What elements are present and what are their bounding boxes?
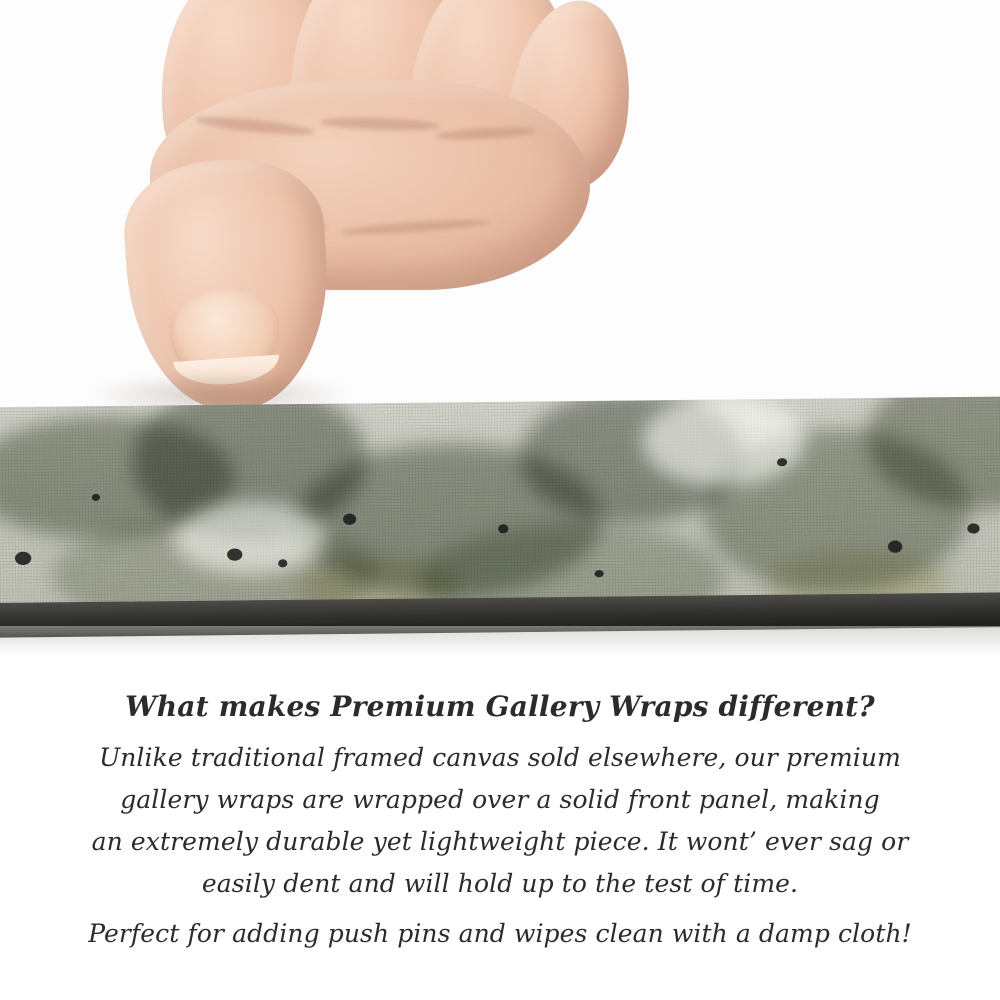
canvas-speck: [227, 548, 242, 560]
canvas-speck: [967, 523, 979, 533]
caption-closing-line: Perfect for adding push pins and wipes clean with a damp cloth!: [88, 919, 912, 948]
canvas-speck: [888, 540, 902, 552]
canvas-speck: [15, 552, 31, 565]
canvas-edge-fade: [0, 626, 1000, 656]
caption-line: easily dent and will hold up to the test of time.: [201, 869, 799, 898]
caption-line: gallery wraps are wrapped over a solid front panel, making: [120, 785, 880, 814]
caption-line: an extremely durable yet lightweight piece. It wont’ ever sag or: [91, 827, 909, 856]
hand-illustration: [120, 0, 580, 430]
canvas-edge-strip: [0, 397, 1000, 624]
canvas-speck: [777, 458, 787, 466]
canvas-speck: [343, 514, 356, 525]
canvas-speck: [92, 494, 100, 501]
canvas-speck: [594, 570, 603, 577]
caption-block: [0, 690, 1000, 955]
canvas-speck: [498, 524, 508, 533]
caption-heading: What makes Premium Gallery Wraps different?: [125, 690, 875, 723]
canvas-speck: [278, 559, 287, 567]
caption-line: Unlike traditional framed canvas sold elsewhere, our premium: [99, 743, 901, 772]
